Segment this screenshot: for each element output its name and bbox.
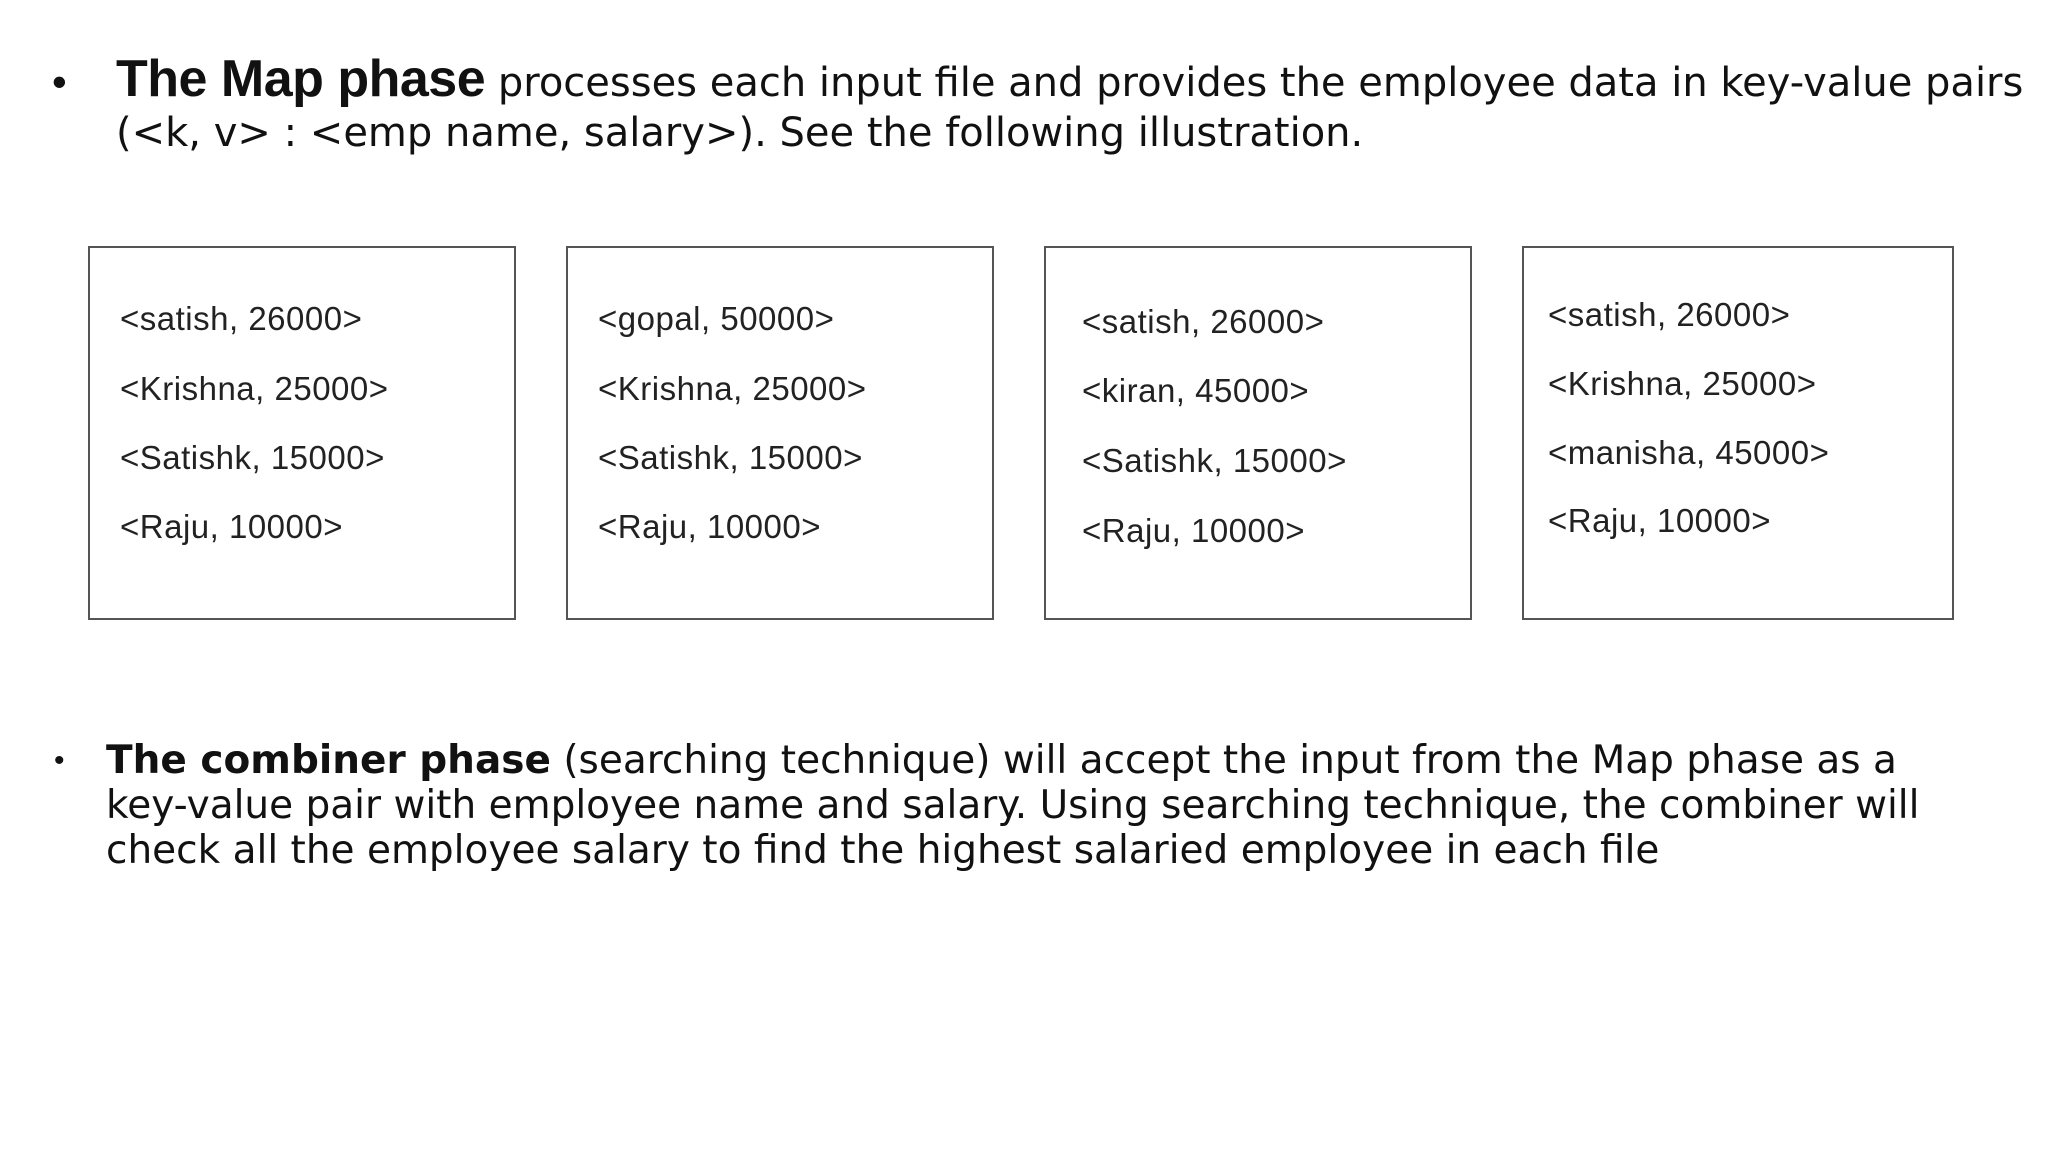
key-value-pair: <Satishk, 15000>: [598, 439, 863, 476]
key-value-pair: <gopal, 50000>: [598, 300, 835, 337]
map-phase-heading: The Map phase: [116, 50, 486, 108]
map-phase-paragraph: [116, 50, 2026, 158]
key-value-pair: <Krishna, 25000>: [598, 370, 867, 407]
key-value-pair: <Krishna, 25000>: [120, 370, 389, 407]
map-phase-description: processes each input file and provides the employee data in key-value pairs (<k, v> : <emp name, salary>). See the following illustration.: [116, 60, 2024, 156]
key-value-pair: <satish, 26000>: [1548, 296, 1791, 333]
key-value-pair: <Raju, 10000>: [1548, 502, 1772, 539]
key-value-pair: <Satishk, 15000>: [120, 439, 385, 476]
combiner-phase-heading: The combiner phase: [106, 738, 551, 783]
bullet-marker: •: [54, 744, 65, 777]
key-value-pair: <kiran, 45000>: [1082, 372, 1310, 409]
key-value-pair: <satish, 26000>: [120, 300, 363, 337]
input-file-box-2: [566, 246, 994, 620]
key-value-pair: <Krishna, 25000>: [1548, 365, 1817, 402]
input-file-box-4: [1522, 246, 1954, 620]
key-value-pair: <Raju, 10000>: [1082, 512, 1306, 549]
bullet-marker: •: [52, 58, 67, 105]
key-value-pair: <satish, 26000>: [1082, 303, 1325, 340]
input-file-box-3: [1044, 246, 1472, 620]
key-value-pair: <Raju, 10000>: [120, 508, 344, 545]
combiner-phase-paragraph: [106, 738, 1966, 873]
key-value-pair: <Satishk, 15000>: [1082, 442, 1347, 479]
key-value-pair: <manisha, 45000>: [1548, 434, 1830, 471]
combiner-phase-description: (searching technique) will accept the input from the Map phase as a key-value pair with employee name and salary. Using searching technique, the combiner will check all the employee salary to find the highest salaried employee in each file: [106, 738, 1920, 873]
key-value-pair: <Raju, 10000>: [598, 508, 822, 545]
input-file-box-1: [88, 246, 516, 620]
